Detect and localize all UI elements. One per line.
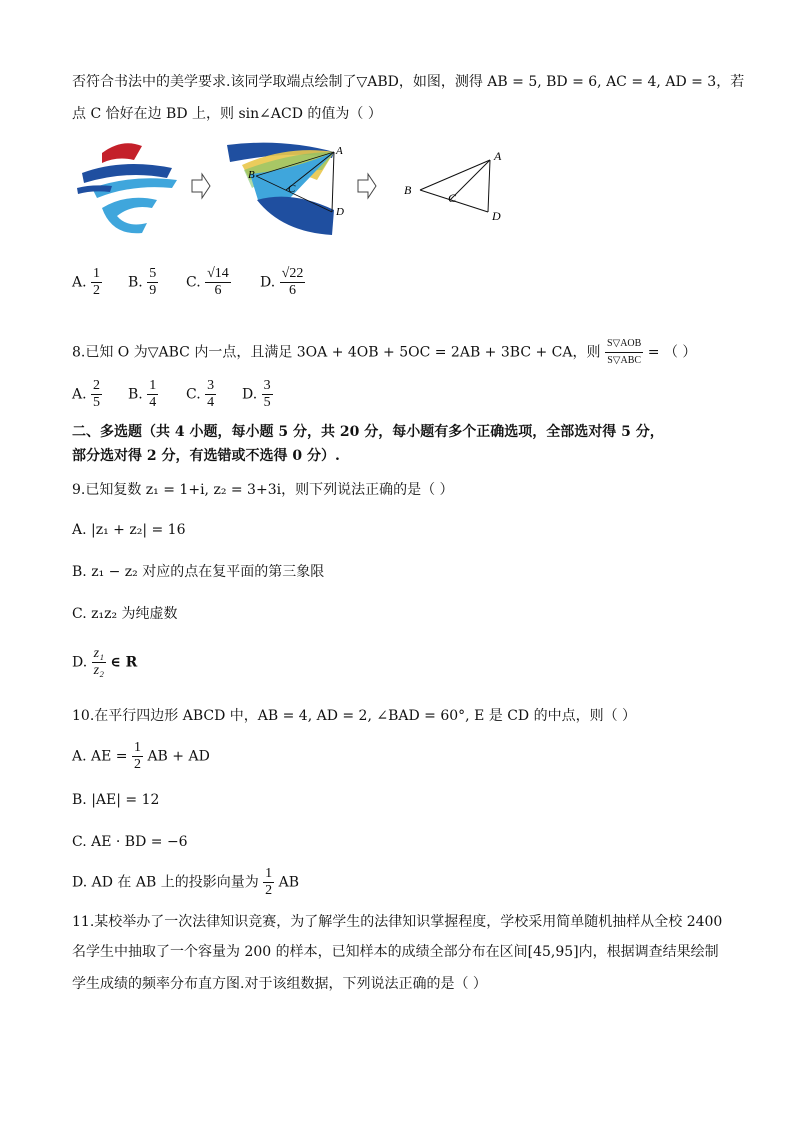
triangle-abd-figure xyxy=(400,144,510,230)
section-2-heading-line-1: 二、多选题（共 4 小题，每小题 5 分，共 20 分，每小题有多个正确选项，全部选对得 5 分， xyxy=(72,424,664,440)
fig3-label-a: A xyxy=(494,149,502,163)
fig3-label-c: C xyxy=(448,191,457,205)
q8-option-c[interactable]: C. $\frac{3}{4}$ xyxy=(186,378,215,410)
q10-option-c[interactable]: C. AE · BD = −6 xyxy=(72,834,188,850)
arrow-right-icon xyxy=(190,172,212,200)
emblem-bottom-stroke xyxy=(102,198,157,234)
q10-option-d[interactable]: D. AD 在 AB 上的投影向量为 $\frac{1}{2}$ AB xyxy=(72,866,300,898)
fig2-label-a: A xyxy=(336,145,343,157)
q7-option-b[interactable]: B. $\frac{5}{9}$ xyxy=(128,266,157,298)
q7-option-d[interactable]: D. $\frac{√22}{6}$ xyxy=(260,266,304,298)
q9-option-d[interactable]: D. $\frac{\text{z₁}}{\text{z₂}}$ ∈ R xyxy=(72,646,138,678)
q11-line-2: 名学生中抽取了一个容量为 200 的样本，已知样本的成绩全部分布在区间[45,95]内，根据调查结果绘制 xyxy=(72,944,719,960)
emblem-figure xyxy=(72,138,184,238)
q8-stem: 8.已知 O 为▽ABC 内一点，且满足 3OA + 4OB + 5OC = 2AB + 3BC + CA，则 $\frac{\text{S▽AOB}}{\text{S▽ABC}}$ = （ ） xyxy=(72,338,697,366)
q11-line-1: 11.某校举办了一次法律知识竞赛，为了解学生的法律知识掌握程度，学校采用简单随机抽样从全校 2400 xyxy=(72,914,723,930)
fig2-label-b: B xyxy=(248,169,255,181)
fig3-label-b: B xyxy=(404,183,412,197)
q7-line-1: 否符合书法中的美学要求.该同学取端点绘制了▽ABD，如图，测得 AB = 5, BD = 6, AC = 4, AD = 3，若 xyxy=(72,74,745,90)
q9-option-a[interactable]: A. |z₁ + z₂| = 16 xyxy=(72,522,186,538)
q8-option-a[interactable]: A. $\frac{2}{5}$ xyxy=(72,378,101,410)
emblem-red-stroke xyxy=(102,143,142,163)
q7-option-a[interactable]: A. $\frac{1}{2}$ xyxy=(72,266,101,298)
q10-option-a[interactable]: A. AE = $\frac{1}{2}$ AB + AD xyxy=(72,740,210,772)
emblem-triangle-figure xyxy=(222,140,352,240)
fig2-label-c: C xyxy=(288,183,296,195)
q8-option-d[interactable]: D. $\frac{3}{5}$ xyxy=(242,378,271,410)
q9-option-c[interactable]: C. z₁z₂ 为纯虚数 xyxy=(72,606,178,622)
arrow-right-icon xyxy=(356,172,378,200)
fig2-label-d: D xyxy=(336,206,344,218)
q11-line-3: 学生成绩的频率分布直方图.对于该组数据，下列说法正确的是（ ） xyxy=(72,976,487,992)
q8-option-b[interactable]: B. $\frac{1}{4}$ xyxy=(128,378,157,410)
q9-stem: 9.已知复数 z₁ = 1+i, z₂ = 3+3i，则下列说法正确的是（ ） xyxy=(72,482,454,498)
q7-option-c[interactable]: C. $\frac{√14}{6}$ xyxy=(186,266,229,298)
fig3-label-d: D xyxy=(492,209,501,223)
q7-line-2: 点 C 恰好在边 BD 上，则 sin∠ACD 的值为（ ） xyxy=(72,106,382,122)
section-2-heading-line-2: 部分选对得 2 分，有选错或不选得 0 分）. xyxy=(72,448,340,464)
q9-option-b[interactable]: B. z₁ − z₂ 对应的点在复平面的第三象限 xyxy=(72,564,325,580)
q10-option-b[interactable]: B. |AE| = 12 xyxy=(72,792,160,808)
q10-stem: 10.在平行四边形 ABCD 中，AB = 4, AD = 2, ∠BAD = 60°, E 是 CD 的中点，则（ ） xyxy=(72,708,637,724)
